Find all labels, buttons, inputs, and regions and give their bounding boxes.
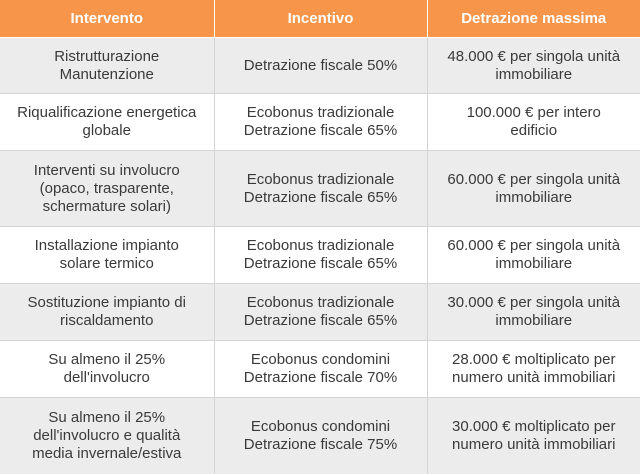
- cell-incentivo: Ecobonus tradizionale Detrazione fiscale 65%: [214, 94, 427, 151]
- table-row: [0, 227, 640, 284]
- cell-detrazione: 28.000 € moltiplicato per numero unità immobiliari: [427, 341, 640, 398]
- cell-incentivo: Detrazione fiscale 50%: [214, 38, 427, 94]
- cell-detrazione: 30.000 € moltiplicato per numero unità immobiliari: [427, 398, 640, 474]
- cell-intervento: Su almeno il 25% dell'involucro e qualità media invernale/estiva: [0, 398, 214, 474]
- table-row: [0, 151, 640, 227]
- cell-detrazione: 30.000 € per singola unità immobiliare: [427, 284, 640, 341]
- cell-intervento: Riqualificazione energetica globale: [0, 94, 214, 151]
- cell-intervento: Su almeno il 25% dell'involucro: [0, 341, 214, 398]
- header-intervento: Intervento: [0, 0, 214, 38]
- cell-incentivo: Ecobonus tradizionale Detrazione fiscale 65%: [214, 284, 427, 341]
- header-incentivo: Incentivo: [214, 0, 427, 38]
- header-detrazione-massima: Detrazione massima: [427, 0, 640, 38]
- cell-incentivo: Ecobonus tradizionale Detrazione fiscale 65%: [214, 227, 427, 284]
- cell-detrazione: 60.000 € per singola unità immobiliare: [427, 151, 640, 227]
- cell-detrazione: 100.000 € per intero edificio: [427, 94, 640, 151]
- cell-incentivo: Ecobonus condomini Detrazione fiscale 75%: [214, 398, 427, 474]
- cell-detrazione: 48.000 € per singola unità immobiliare: [427, 38, 640, 94]
- table-header-row: [0, 0, 640, 38]
- table-row: [0, 94, 640, 151]
- cell-intervento: Interventi su involucro (opaco, trasparente, schermature solari): [0, 151, 214, 227]
- cell-incentivo: Ecobonus tradizionale Detrazione fiscale 65%: [214, 151, 427, 227]
- cell-intervento: Sostituzione impianto di riscaldamento: [0, 284, 214, 341]
- cell-incentivo: Ecobonus condomini Detrazione fiscale 70%: [214, 341, 427, 398]
- table-row: [0, 398, 640, 474]
- table-row: [0, 284, 640, 341]
- cell-detrazione: 60.000 € per singola unità immobiliare: [427, 227, 640, 284]
- table-row: [0, 341, 640, 398]
- cell-intervento: Ristrutturazione Manutenzione: [0, 38, 214, 94]
- table-row: [0, 38, 640, 94]
- cell-intervento: Installazione impianto solare termico: [0, 227, 214, 284]
